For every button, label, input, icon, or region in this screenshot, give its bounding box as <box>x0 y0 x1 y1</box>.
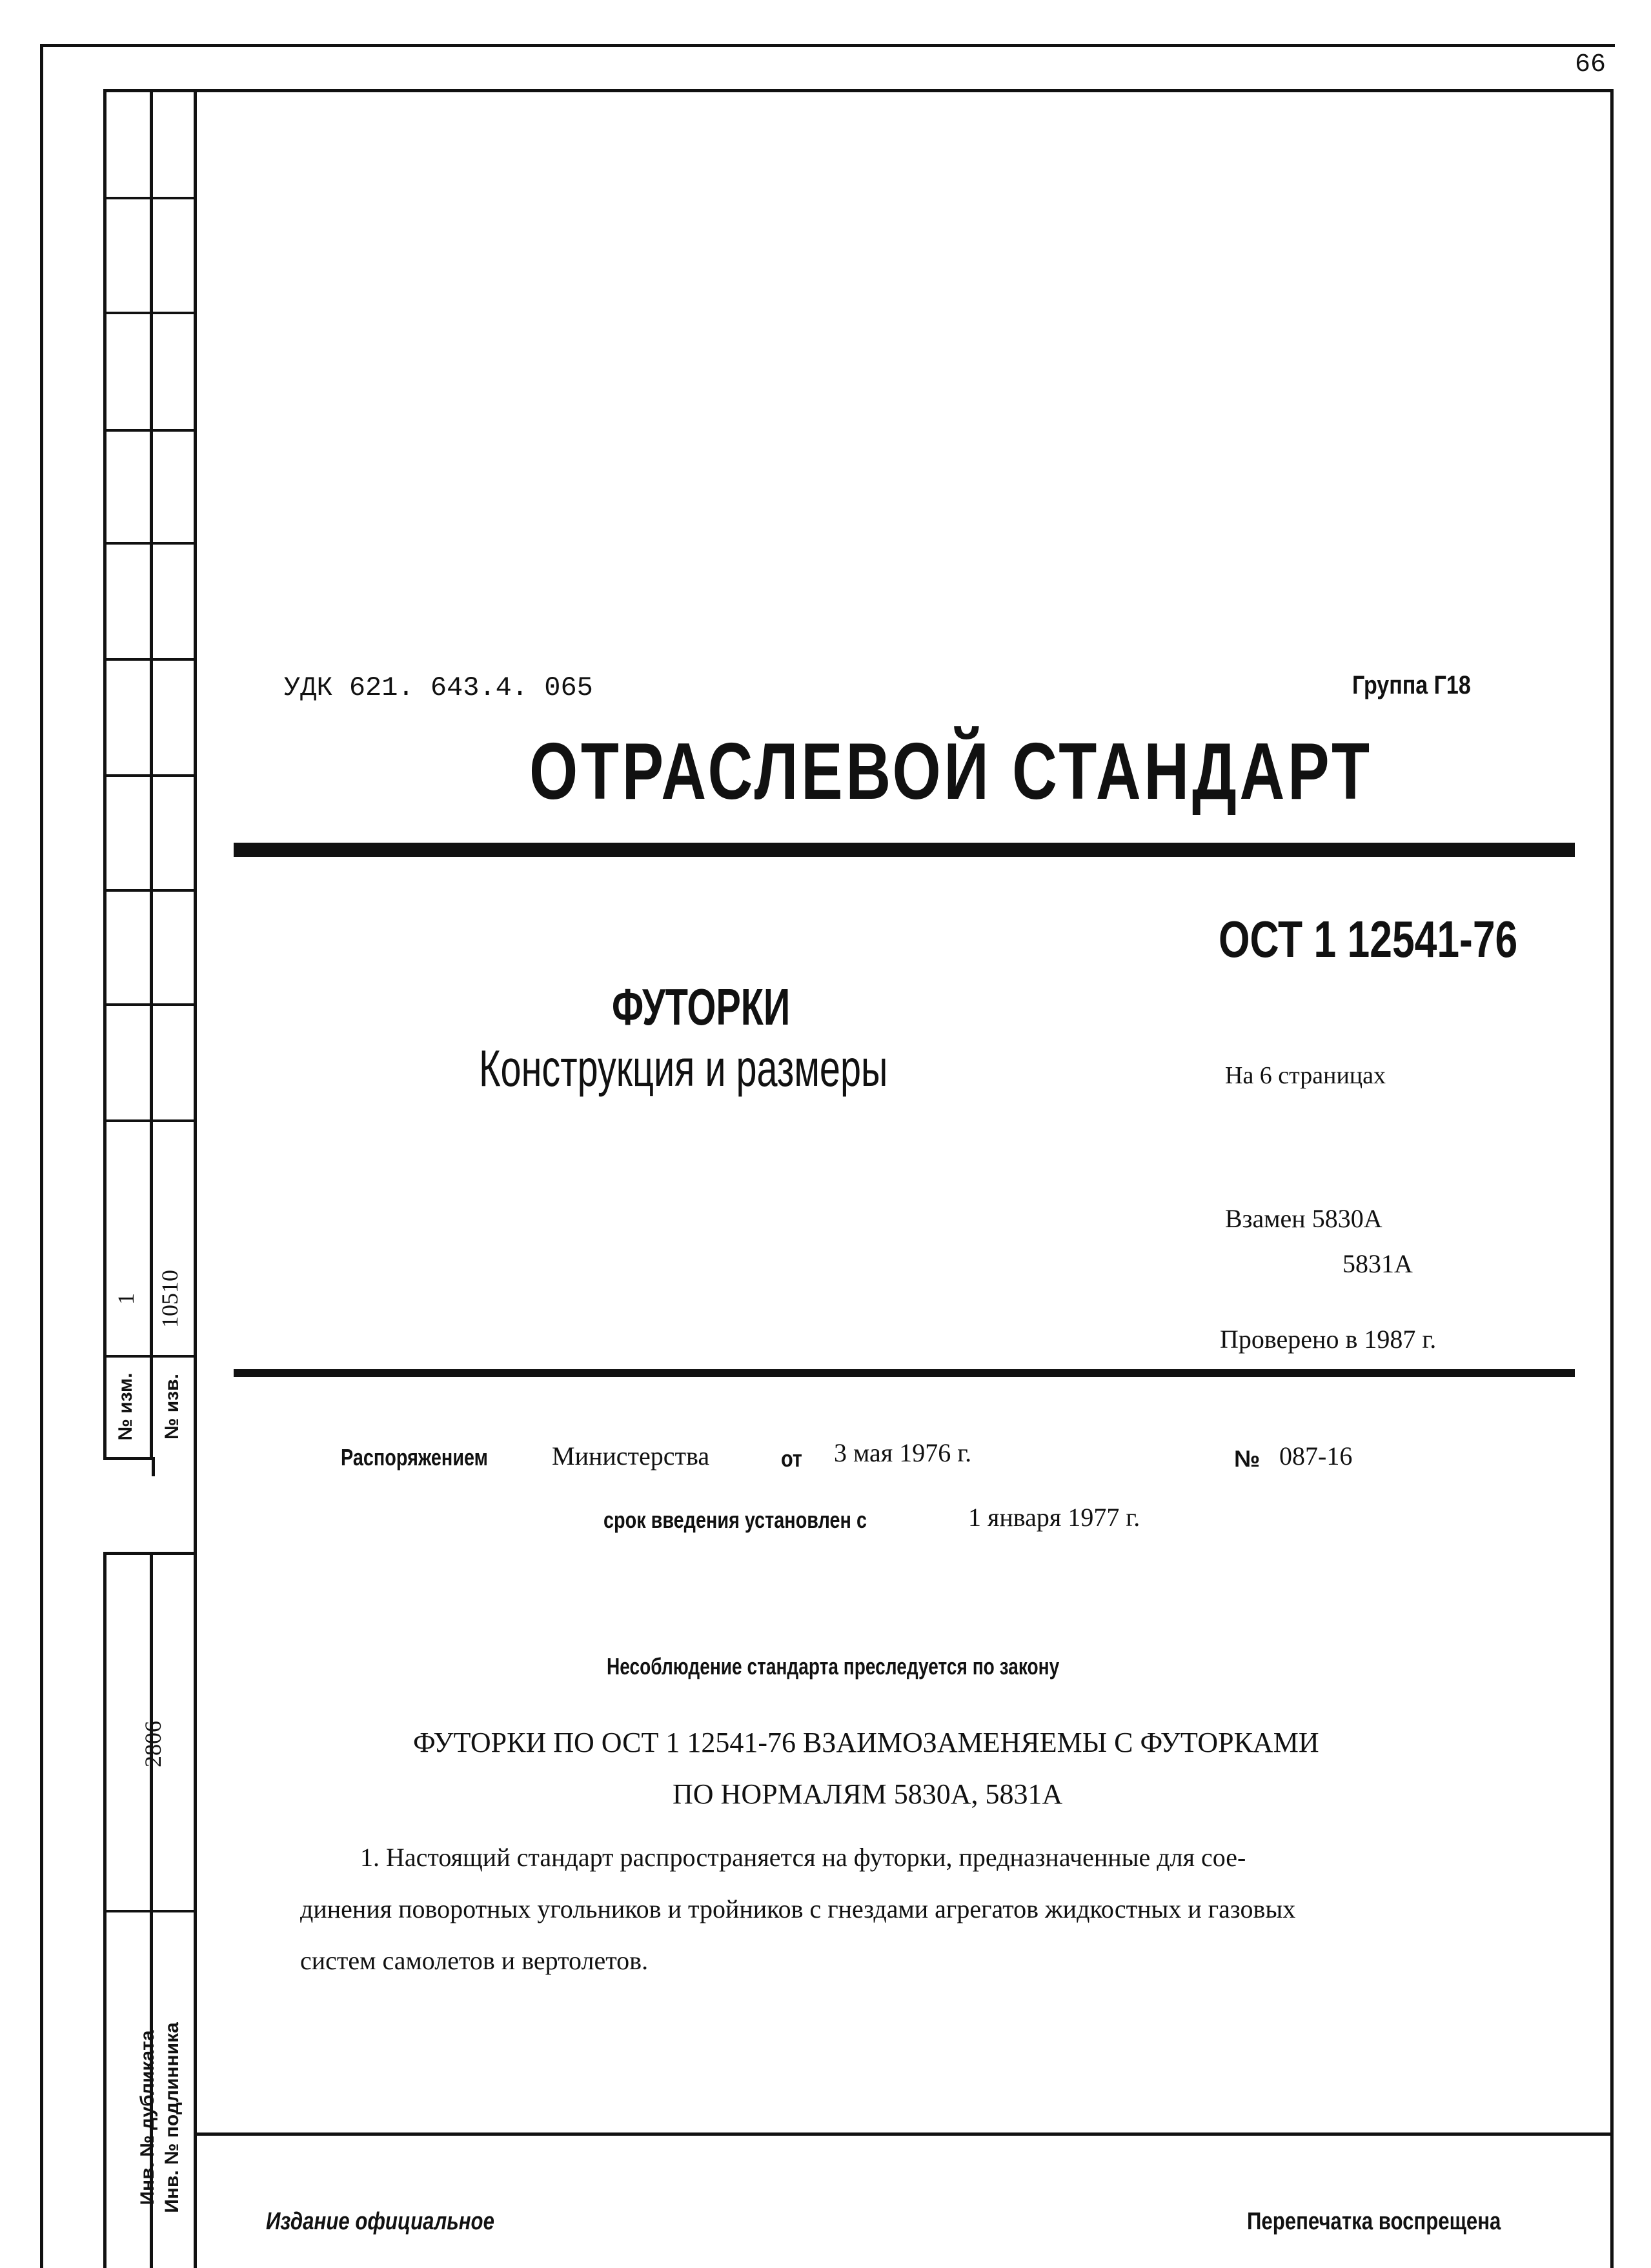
header-thick-rule <box>234 843 1575 857</box>
change-number-label: № изм. <box>115 1372 136 1441</box>
frame-left-outer-line <box>40 44 43 2268</box>
stamp-row-line <box>103 1355 197 1358</box>
order-number-label: № <box>1234 1445 1261 1472</box>
stamp-col-line-3 <box>194 89 197 2268</box>
stamp-row-line <box>103 774 197 777</box>
udc-code: УДК 621. 643.4. 065 <box>284 672 593 703</box>
stamp-row-line <box>103 658 197 661</box>
paragraph-1-line-3: систем самолетов и вертолетов. <box>300 1946 649 1975</box>
stamp-upper-bottom-line <box>103 1457 152 1460</box>
stamp-row-line <box>103 197 197 199</box>
pages-note: На 6 страницах <box>1225 1062 1386 1089</box>
group-code: Группа Г18 <box>1352 671 1471 699</box>
notice-number-value: 10510 <box>157 1270 183 1328</box>
stamp-row-line <box>103 429 197 432</box>
effective-date: 1 января 1977 г. <box>968 1503 1140 1532</box>
frame-bottom-block-line <box>194 2133 1612 2136</box>
document-title: ФУТОРКИ <box>612 978 791 1036</box>
paragraph-1-line-2: динения поворотных угольников и тройников с гнездами агрегатов жидкостных и газовых <box>300 1894 1296 1923</box>
order-from-label: от <box>781 1445 802 1472</box>
order-ministry: Министерства <box>552 1441 710 1470</box>
footer-reprint-prohibited: Перепечатка воспрещена <box>1247 2208 1501 2235</box>
duplicate-inventory-value <box>107 1705 137 1809</box>
document-subtitle: Конструкция и размеры <box>479 1039 888 1097</box>
duplicate-inventory-label: Инв. № дубликата <box>137 2030 158 2205</box>
standard-number: ОСТ 1 12541-76 <box>1219 910 1518 968</box>
frame-inner-top-line <box>103 89 1614 92</box>
stamp-row-line <box>103 1910 197 1912</box>
stamp-row-line <box>103 1003 197 1006</box>
order-label: Распоряжением <box>341 1444 488 1470</box>
stamp-row-line <box>103 542 197 545</box>
order-date: 3 мая 1976 г. <box>834 1438 972 1467</box>
stamp-row-line <box>103 1119 197 1122</box>
original-inventory-label: Инв. № подлинника <box>161 2022 183 2213</box>
notice-number-label: № изв. <box>161 1374 183 1440</box>
paragraph-1-line-1: 1. Настоящий стандарт распространяется на футорки, предназначенные для сое- <box>360 1843 1246 1872</box>
stamp-row-line <box>103 889 197 892</box>
replaces-standard: Взамен 5830А <box>1225 1204 1383 1233</box>
stamp-row-line <box>103 312 197 314</box>
change-number-value: 1 <box>113 1293 139 1305</box>
header-bottom-rule <box>234 1369 1575 1377</box>
footer-official-edition: Издание официальное <box>266 2208 494 2235</box>
interchange-line-2: ПО НОРМАЛЯМ 5830А, 5831А <box>673 1778 1063 1810</box>
replaces-standard-second: 5831А <box>1342 1249 1413 1278</box>
checked-note: Проверено в 1987 г. <box>1220 1325 1437 1354</box>
frame-top-line <box>40 44 1615 47</box>
page-number: 66 <box>1575 50 1606 79</box>
effective-label: срок введения установлен с <box>603 1507 867 1533</box>
header-title: ОТРАСЛЕВОЙ СТАНДАРТ <box>529 727 1373 816</box>
stamp-col-line-2 <box>150 89 153 1457</box>
stamp-lower-top-line <box>103 1552 197 1555</box>
stamp-upper-ext-line <box>152 1457 155 1476</box>
order-number: 087-16 <box>1279 1441 1353 1470</box>
original-inventory-value: 2806 <box>140 1721 166 1767</box>
law-notice: Несоблюдение стандарта преследуется по закону <box>607 1653 1060 1680</box>
frame-right-line <box>1610 89 1614 2268</box>
interchange-line-1: ФУТОРКИ ПО ОСТ 1 12541-76 ВЗАИМОЗАМЕНЯЕМЫ С ФУТОРКАМИ <box>413 1727 1319 1758</box>
stamp-col-line-1 <box>103 89 106 1457</box>
